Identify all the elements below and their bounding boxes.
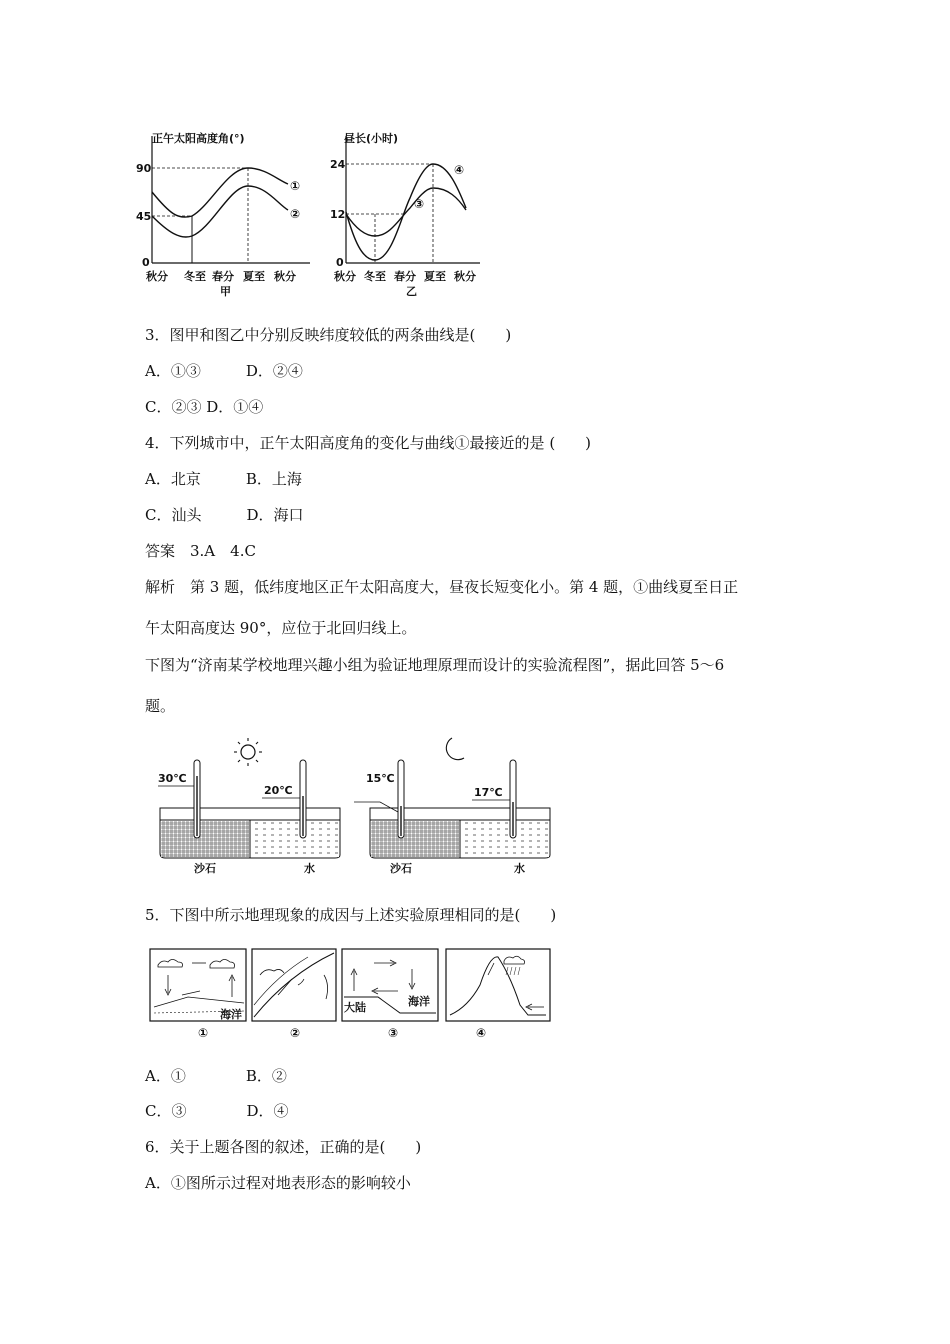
answer-text: 答案 3.A 4.C <box>145 542 256 560</box>
chart-jia-label-2: ② <box>290 207 301 221</box>
q5-stem: 5．下图中所示地理现象的成因与上述实验原理相同的是( ) <box>145 906 557 924</box>
day-right-temp: 20℃ <box>264 784 293 797</box>
q5-panel-3 <box>342 949 438 1021</box>
chart-jia-label-1: ① <box>290 179 301 193</box>
chart-yi <box>330 128 490 303</box>
day-setup <box>158 738 340 875</box>
chart-yi-ylabel: 昼长(小时) <box>344 132 399 145</box>
chart-yi-ytick-12: 12 <box>330 208 346 221</box>
q3-stem: 3．图甲和图乙中分别反映纬度较低的两条曲线是( ) <box>145 326 512 344</box>
intro-line-2: 题。 <box>145 697 176 715</box>
chart-yi-label-4: ④ <box>454 163 465 177</box>
chart-yi-xtick: 春分 <box>394 270 416 283</box>
chart-yi-xtick: 秋分 <box>454 270 476 283</box>
chart-jia-xtick: 春分 <box>212 270 234 283</box>
night-setup <box>354 738 550 875</box>
explanation-line-2: 午太阳高度达 90°，应位于北回归线上。 <box>145 619 417 637</box>
q4-options-row2: C．汕头 D．海口 <box>145 506 304 524</box>
experiment-diagram <box>150 730 560 880</box>
chart-jia-xtick: 秋分 <box>146 270 168 283</box>
chart-yi-curve-3 <box>346 188 466 236</box>
q5-panel-1 <box>150 949 246 1021</box>
q5-panel-label: ② <box>290 1026 301 1040</box>
chart-jia-ytick-0: 0 <box>142 256 150 269</box>
sun-icon <box>241 745 255 759</box>
q5-panel-1-text: 海洋 <box>220 1008 242 1021</box>
intro-line-1: 下图为“济南某学校地理兴趣小组为验证地理原理而设计的实验流程图”，据此回答 5～6 <box>145 656 725 674</box>
q5-panel-4 <box>446 949 550 1021</box>
night-left-temp: 15℃ <box>366 772 395 785</box>
chart-yi-caption: 乙 <box>406 285 417 298</box>
q5-panel-2 <box>252 949 336 1021</box>
chart-yi-xtick: 冬至 <box>364 270 386 283</box>
chart-jia-ytick-45: 45 <box>136 210 152 223</box>
chart-yi-ytick-0: 0 <box>336 256 344 269</box>
q3-options-row2: C．②③ D．①④ <box>145 398 264 416</box>
q5-panel-label: ④ <box>476 1026 487 1040</box>
q5-panels <box>148 945 558 1045</box>
chart-jia-xtick: 夏至 <box>243 270 265 283</box>
q6-stem: 6．关于上题各图的叙述，正确的是( ) <box>145 1138 422 1156</box>
q4-options-row1: A．北京 B．上海 <box>145 470 302 488</box>
q6-option-a: A．①图所示过程对地表形态的影响较小 <box>145 1174 411 1192</box>
chart-jia-xtick: 冬至 <box>184 270 206 283</box>
q5-panel-3-sea: 海洋 <box>408 995 430 1008</box>
q5-panel-3-land: 大陆 <box>344 1001 366 1014</box>
day-right-label: 水 <box>304 862 315 875</box>
night-left-label: 沙石 <box>390 862 412 875</box>
chart-yi-xtick: 夏至 <box>424 270 446 283</box>
day-left-label: 沙石 <box>194 862 216 875</box>
q5-options-row2: C．③ D．④ <box>145 1102 289 1120</box>
chart-yi-ytick-24: 24 <box>330 158 346 171</box>
chart-yi-xtick: 秋分 <box>334 270 356 283</box>
chart-yi-label-3: ③ <box>414 197 425 211</box>
explanation-line-1: 解析 第 3 题，低纬度地区正午太阳高度大，昼夜长短变化小。第 4 题，①曲线夏至日正 <box>145 578 739 596</box>
q4-stem: 4．下列城市中，正午太阳高度角的变化与曲线①最接近的是 ( ) <box>145 434 592 452</box>
q3-options-row1: A．①③ D．②④ <box>145 362 303 380</box>
chart-jia-ylabel: 正午太阳高度角(°) <box>152 132 245 145</box>
chart-jia-caption: 甲 <box>220 285 231 298</box>
moon-icon <box>446 738 464 760</box>
chart-jia-xtick: 秋分 <box>274 270 296 283</box>
chart-jia-ytick-90: 90 <box>136 162 152 175</box>
q5-panel-label: ③ <box>388 1026 399 1040</box>
chart-jia-curve-2 <box>152 186 288 237</box>
q5-options-row1: A．① B．② <box>145 1067 287 1085</box>
q5-panel-label: ① <box>198 1026 209 1040</box>
chart-jia <box>136 128 320 303</box>
night-right-temp: 17℃ <box>474 786 503 799</box>
night-right-label: 水 <box>514 862 525 875</box>
day-left-temp: 30℃ <box>158 772 187 785</box>
